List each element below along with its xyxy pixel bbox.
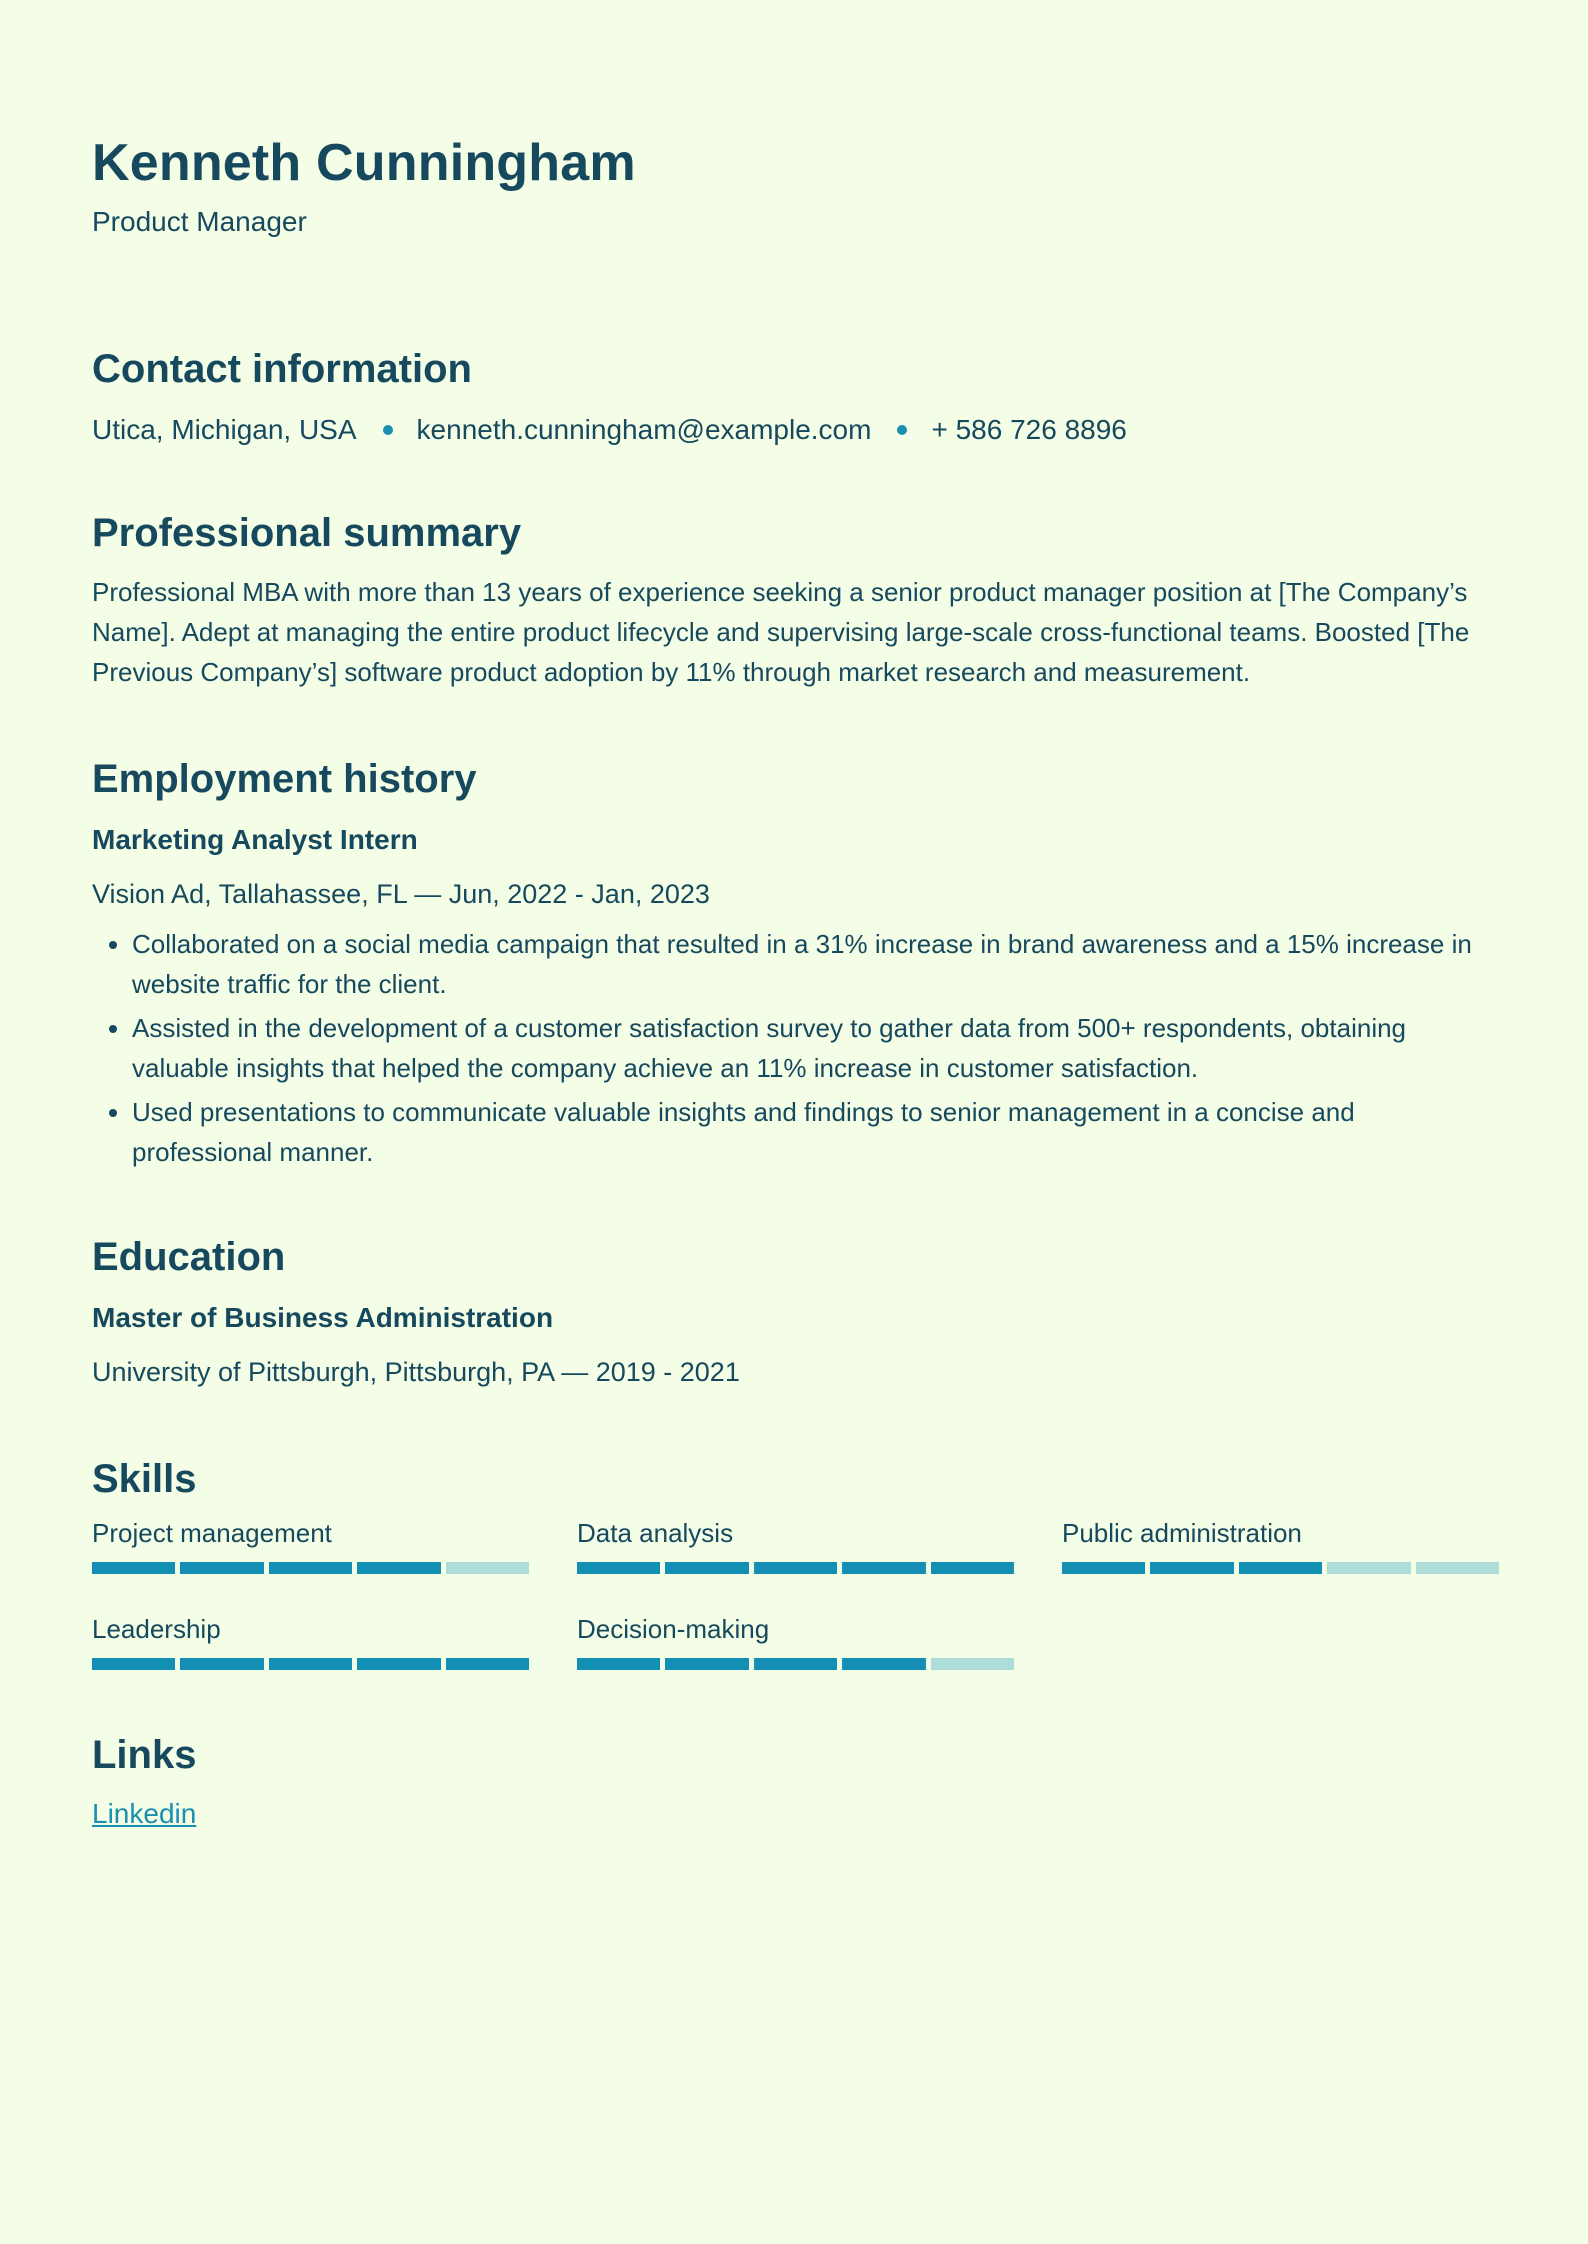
skill-segment-filled (357, 1562, 440, 1574)
education-section (92, 1230, 1496, 1392)
skill-segment-filled (577, 1562, 660, 1574)
contact-section (92, 342, 1496, 450)
skill-level-bar (577, 1562, 1014, 1574)
contact-phone[interactable]: + 586 726 8896 (931, 414, 1127, 445)
job-bullets (92, 924, 1502, 1172)
skill-level-bar (92, 1562, 529, 1574)
skill-item (577, 1610, 1014, 1670)
contact-location: Utica, Michigan, USA (92, 414, 357, 445)
summary-heading: Professional summary (92, 511, 522, 555)
job-meta: Vision Ad, Tallahassee, FL — Jun, 2022 - Jan, 2023 (92, 879, 710, 909)
skills-grid (92, 1514, 1496, 1670)
skill-segment-filled (931, 1562, 1014, 1574)
skill-item (577, 1514, 1014, 1574)
skills-section (92, 1452, 1496, 1670)
contact-row (92, 410, 1496, 450)
skill-segment-filled (269, 1658, 352, 1670)
separator-dot-icon (383, 425, 393, 435)
skill-segment-filled (180, 1562, 263, 1574)
education-heading: Education (92, 1235, 286, 1279)
skill-segment-filled (1062, 1562, 1145, 1574)
skill-segment-filled (180, 1658, 263, 1670)
skill-name: Data analysis (577, 1518, 734, 1548)
skill-item (92, 1514, 529, 1574)
skill-segment-filled (842, 1658, 925, 1670)
contact-heading: Contact information (92, 347, 472, 391)
skill-item (92, 1610, 529, 1670)
skill-segment-filled (754, 1562, 837, 1574)
skill-segment-empty (1416, 1562, 1499, 1574)
links-section (92, 1728, 1496, 1834)
job-bullet: • Used presentations to communicate valuable insights and findings to senior management in a concise and professional manner. (132, 1092, 1502, 1172)
employment-section (92, 752, 1496, 1172)
job-bullet: • Assisted in the development of a customer satisfaction survey to gather data from 500+ respondents, obtaining valuable insights that helped the company achieve an 11% increase in customer satisfaction. (132, 1008, 1502, 1088)
linkedin-link[interactable]: Linkedin (92, 1798, 197, 1829)
skill-segment-filled (754, 1658, 837, 1670)
skill-name: Leadership (92, 1614, 221, 1644)
skill-segment-filled (665, 1562, 748, 1574)
candidate-name: Kenneth Cunningham (92, 134, 636, 192)
skill-level-bar (92, 1658, 529, 1670)
skill-segment-filled (665, 1658, 748, 1670)
education-meta: University of Pittsburgh, Pittsburgh, PA — 2019 - 2021 (92, 1357, 740, 1387)
skill-segment-filled (577, 1658, 660, 1670)
candidate-role: Product Manager (92, 206, 307, 237)
skill-segment-filled (269, 1562, 352, 1574)
skill-segment-filled (92, 1658, 175, 1670)
skills-heading: Skills (92, 1457, 197, 1501)
contact-email[interactable]: kenneth.cunningham@example.com (416, 414, 872, 445)
skill-level-bar (577, 1658, 1014, 1670)
skill-segment-filled (1150, 1562, 1233, 1574)
summary-section (92, 506, 1496, 692)
skill-segment-filled (842, 1562, 925, 1574)
summary-text: Professional MBA with more than 13 years of experience seeking a senior product manager position at [The Company’s Name]. Adept at managing the entire product lifecycle and supervising large-scale cross-functional teams. Boosted [The Previous Company’s] software product adoption by 11% through market research and measurement. (92, 577, 1470, 687)
skill-segment-empty (1327, 1562, 1410, 1574)
skill-segment-filled (92, 1562, 175, 1574)
separator-dot-icon (897, 425, 907, 435)
skill-name: Decision-making (577, 1614, 770, 1644)
skill-name: Project management (92, 1518, 332, 1548)
skill-item (1062, 1514, 1499, 1574)
skill-segment-empty (446, 1562, 529, 1574)
skill-segment-filled (1239, 1562, 1322, 1574)
links-heading: Links (92, 1733, 197, 1777)
skill-level-bar (1062, 1562, 1499, 1574)
skill-segment-empty (931, 1658, 1014, 1670)
skill-name: Public administration (1062, 1518, 1302, 1548)
job-title: Marketing Analyst Intern (92, 824, 418, 855)
employment-heading: Employment history (92, 757, 477, 801)
skill-segment-filled (446, 1658, 529, 1670)
skill-segment-filled (357, 1658, 440, 1670)
degree-title: Master of Business Administration (92, 1302, 554, 1333)
job-bullet: • Collaborated on a social media campaign that resulted in a 31% increase in brand awareness and a 15% increase in website traffic for the client. (132, 924, 1502, 1004)
